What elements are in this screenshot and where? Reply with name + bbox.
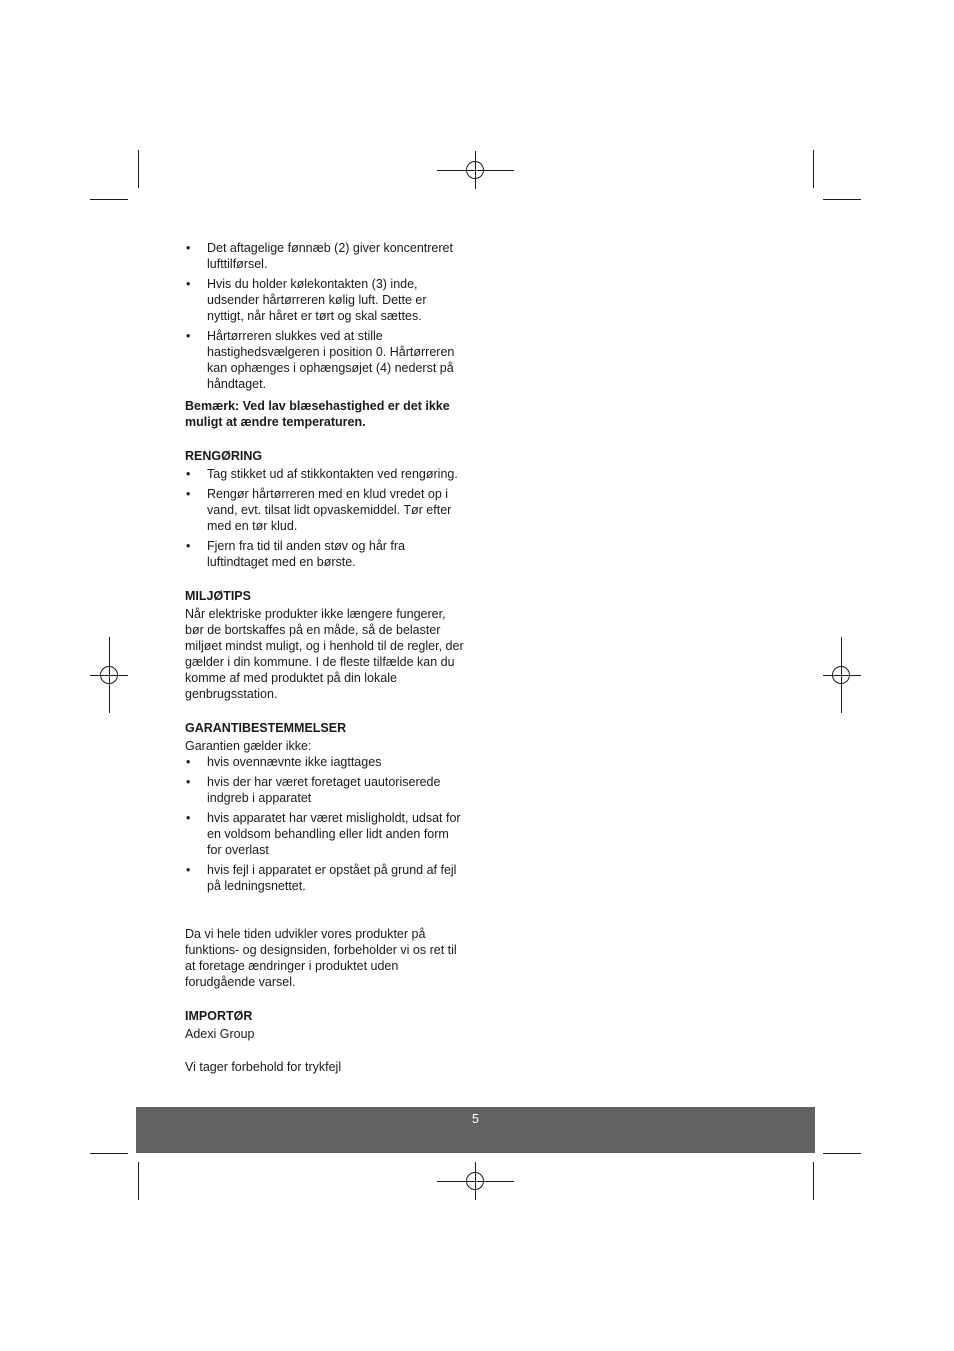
importer-name: Adexi Group — [185, 1027, 255, 1041]
list-item: • Rengør hårtørreren med en klud vredet op i vand, evt. tilsat lidt opvaskemiddel. Tør efter med en tør klud. — [185, 486, 465, 534]
list-item: • hvis der har været foretaget uautoriserede indgreb i apparatet — [185, 774, 465, 806]
list-item: • hvis ovennævnte ikke iagttages — [185, 754, 465, 770]
warranty-heading: GARANTIBESTEMMELSER — [185, 721, 347, 735]
list-item: • Hårtørreren slukkes ved at stille hastighedsvælgeren i position 0. Hårtørreren kan ophænges i ophængsøjet (4) nederst på håndtaget. — [185, 328, 465, 392]
crop-mark-bottom-left-vertical — [138, 1162, 139, 1200]
product-changes-paragraph: Da vi hele tiden udvikler vores produkter på funktions- og designsiden, forbeholder vi os ret til at foretage ændringer i produktet uden forudgående varsel. — [185, 927, 457, 989]
crop-mark-top-left-vertical — [138, 150, 139, 188]
crop-mark-top-right-vertical — [813, 150, 814, 188]
importer-heading: IMPORTØR — [185, 1009, 253, 1023]
list-item: • Det aftagelige fønnæb (2) giver koncentreret lufttilførsel. — [185, 240, 465, 272]
manual-text-column — [185, 240, 465, 1075]
environment-heading: MILJØTIPS — [185, 589, 251, 603]
list-item: • Hvis du holder kølekontakten (3) inde, udsender hårtørreren kølig luft. Dette er nyttigt, når håret er tørt og skal sættes. — [185, 276, 465, 324]
warranty-bullet-list — [185, 754, 465, 894]
page-number: 5 — [472, 1112, 479, 1126]
footer-bar — [136, 1107, 815, 1153]
crop-mark-top-right-horizontal — [823, 199, 861, 200]
temperature-note: Bemærk: Ved lav blæsehastighed er det ikke muligt at ændre temperaturen. — [185, 399, 450, 429]
list-item: • Tag stikket ud af stikkontakten ved rengøring. — [185, 466, 465, 482]
crop-mark-bottom-right-horizontal — [823, 1153, 861, 1154]
crop-mark-bottom-right-vertical — [813, 1162, 814, 1200]
warranty-intro: Garantien gælder ikke: — [185, 739, 312, 753]
list-item: • hvis fejl i apparatet er opstået på grund af fejl på ledningsnettet. — [185, 862, 465, 894]
crop-mark-top-left-horizontal — [90, 199, 128, 200]
list-item: • hvis apparatet har været misligholdt, udsat for en voldsom behandling eller lidt anden form for overlast — [185, 810, 465, 858]
cleaning-bullet-list — [185, 466, 465, 570]
print-error-disclaimer: Vi tager forbehold for trykfejl — [185, 1060, 342, 1074]
usage-bullet-list — [185, 240, 465, 392]
cleaning-heading: RENGØRING — [185, 449, 263, 463]
environment-paragraph: Når elektriske produkter ikke længere fungerer, bør de bortskaffes på en måde, så de belaster miljøet mindst muligt, og i henhold til de regler, der gælder i din kommune. I de fleste tilfælde kan du komme af med produktet på din lokale genbrugsstation. — [185, 607, 464, 701]
list-item: • Fjern fra tid til anden støv og hår fra luftindtaget med en børste. — [185, 538, 465, 570]
crop-mark-bottom-left-horizontal — [90, 1153, 128, 1154]
